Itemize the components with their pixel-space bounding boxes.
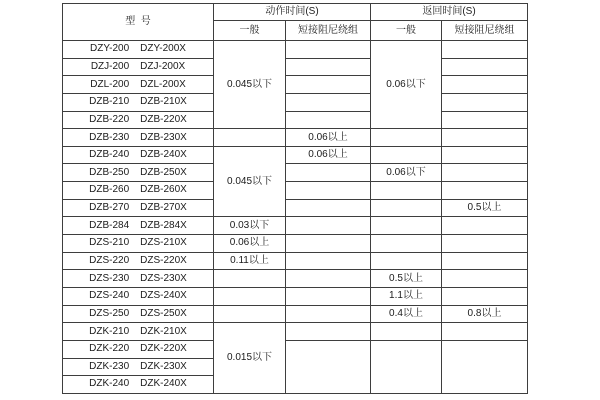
table-row xyxy=(63,76,528,94)
action-damping-cell xyxy=(286,76,371,94)
table-row xyxy=(63,58,528,76)
table-row xyxy=(63,217,528,235)
model-name: DZS-240 xyxy=(89,290,130,302)
model-name: DZS-250 xyxy=(89,307,130,319)
action-damping-cell xyxy=(286,323,371,341)
action-damping-cell xyxy=(286,93,371,111)
action-general-cell: 0.03以下 xyxy=(214,217,286,235)
model-name-x: DZL-200X xyxy=(140,78,186,90)
return-damping-cell: 0.5以上 xyxy=(442,199,528,217)
model-name: DZB-270 xyxy=(89,202,130,214)
return-damping-cell xyxy=(442,252,528,270)
model-pair xyxy=(63,326,213,338)
model-name-x: DZY-200X xyxy=(140,43,186,55)
model-name: DZB-230 xyxy=(89,131,130,143)
model-cell xyxy=(63,358,214,376)
model-pair xyxy=(63,361,213,373)
model-pair xyxy=(63,308,213,320)
header-return-time: 返回时间(S) xyxy=(371,4,528,21)
model-cell xyxy=(63,217,214,235)
model-pair xyxy=(63,184,213,196)
model-pair xyxy=(63,378,213,390)
return-general-cell xyxy=(371,129,442,147)
return-general-cell xyxy=(371,199,442,217)
model-name: DZS-230 xyxy=(89,272,130,284)
table-row xyxy=(63,270,528,288)
return-damping-cell xyxy=(442,340,528,393)
model-name-x: DZK-240X xyxy=(140,378,187,390)
model-name: DZK-230 xyxy=(89,360,130,372)
model-pair xyxy=(63,167,213,179)
table-row xyxy=(63,182,528,200)
table-row xyxy=(63,305,528,323)
action-general-cell: 0.11以上 xyxy=(214,252,286,270)
model-name: DZK-220 xyxy=(89,343,130,355)
model-cell xyxy=(63,111,214,129)
table-row xyxy=(63,287,528,305)
table-row xyxy=(63,235,528,253)
model-name-x: DZS-240X xyxy=(140,290,187,302)
action-damping-cell xyxy=(286,217,371,235)
model-cell xyxy=(63,235,214,253)
action-damping-cell xyxy=(286,111,371,129)
action-general-cell: 0.015以下 xyxy=(214,323,286,394)
model-name-x: DZB-250X xyxy=(140,166,187,178)
header-return-general: 一般 xyxy=(371,21,442,41)
model-cell xyxy=(63,340,214,358)
action-damping-cell xyxy=(286,305,371,323)
model-name-x: DZB-284X xyxy=(140,219,187,231)
model-cell xyxy=(63,76,214,94)
model-name: DZS-220 xyxy=(89,255,130,266)
model-pair xyxy=(63,343,213,355)
model-pair xyxy=(63,202,213,214)
model-name-x: DZS-230X xyxy=(140,272,187,284)
action-general-cell xyxy=(214,305,286,323)
return-damping-cell xyxy=(442,270,528,288)
model-name-x: DZJ-200X xyxy=(140,60,186,72)
model-cell xyxy=(63,146,214,164)
return-damping-cell: 0.8以上 xyxy=(442,305,528,323)
action-general-cell: 0.06以上 xyxy=(214,235,286,253)
return-damping-cell xyxy=(442,111,528,129)
model-cell xyxy=(63,270,214,288)
return-damping-cell xyxy=(442,58,528,76)
return-damping-cell xyxy=(442,146,528,164)
action-damping-cell xyxy=(286,270,371,288)
action-general-cell xyxy=(214,287,286,305)
table-row xyxy=(63,93,528,111)
model-pair xyxy=(63,220,213,232)
model-name-x: DZB-210X xyxy=(140,96,187,108)
action-general-cell xyxy=(214,270,286,288)
action-damping-cell xyxy=(286,182,371,200)
model-cell xyxy=(63,41,214,59)
return-general-cell: 0.06以下 xyxy=(371,164,442,182)
return-damping-cell xyxy=(442,323,528,341)
model-name: DZK-240 xyxy=(89,378,130,390)
model-name-x: DZK-210X xyxy=(140,325,187,337)
model-pair xyxy=(63,237,213,249)
model-name: DZB-220 xyxy=(89,113,130,125)
action-damping-cell xyxy=(286,41,371,59)
model-cell xyxy=(63,182,214,200)
action-general-cell xyxy=(214,129,286,147)
action-damping-cell xyxy=(286,164,371,182)
model-cell xyxy=(63,58,214,76)
model-pair xyxy=(63,132,213,144)
relay-spec-table xyxy=(62,3,528,394)
model-name: DZJ-200 xyxy=(90,60,130,72)
header-row-groups xyxy=(63,4,528,21)
action-general-cell: 0.045以下 xyxy=(214,41,286,129)
return-general-cell: 1.1以上 xyxy=(371,287,442,305)
model-name-x: DZS-220X xyxy=(140,255,187,266)
model-pair xyxy=(63,79,213,91)
action-damping-cell xyxy=(286,235,371,253)
model-cell xyxy=(63,376,214,394)
model-cell xyxy=(63,252,214,270)
header-return-damping: 短接阻尼绕组 xyxy=(442,21,528,41)
model-cell xyxy=(63,199,214,217)
table-header xyxy=(63,4,528,41)
return-general-cell xyxy=(371,146,442,164)
header-action-time: 动作时间(S) xyxy=(214,4,371,21)
model-pair xyxy=(63,255,213,267)
table-row xyxy=(63,252,528,270)
model-name: DZK-210 xyxy=(89,325,130,337)
table-row xyxy=(63,164,528,182)
return-general-cell: 0.06以下 xyxy=(371,41,442,129)
header-model: 型 号 xyxy=(63,4,214,41)
model-name-x: DZB-270X xyxy=(140,202,187,214)
model-name-x: DZB-230X xyxy=(140,131,187,143)
action-damping-cell: 0.06以上 xyxy=(286,146,371,164)
return-damping-cell xyxy=(442,76,528,94)
return-damping-cell xyxy=(442,182,528,200)
return-damping-cell xyxy=(442,164,528,182)
model-name-x: DZB-260X xyxy=(140,184,187,196)
model-name-x: DZB-220X xyxy=(140,113,187,125)
model-name-x: DZK-230X xyxy=(140,360,187,372)
table-body xyxy=(63,41,528,394)
action-damping-cell xyxy=(286,287,371,305)
model-name: DZS-210 xyxy=(89,237,130,249)
return-damping-cell xyxy=(442,287,528,305)
header-action-damping: 短接阻尼绕组 xyxy=(286,21,371,41)
model-name: DZB-250 xyxy=(89,166,130,178)
model-cell xyxy=(63,305,214,323)
model-name-x: DZB-240X xyxy=(140,149,187,161)
model-pair xyxy=(63,273,213,285)
return-damping-cell xyxy=(442,235,528,253)
table-row xyxy=(63,340,528,358)
return-general-cell: 0.4以上 xyxy=(371,305,442,323)
table-row xyxy=(63,323,528,341)
model-pair xyxy=(63,149,213,161)
action-damping-cell xyxy=(286,252,371,270)
action-general-cell: 0.045以下 xyxy=(214,146,286,217)
return-general-cell xyxy=(371,217,442,235)
model-name: DZB-210 xyxy=(89,96,130,108)
model-name: DZL-200 xyxy=(90,78,130,90)
model-cell xyxy=(63,129,214,147)
return-damping-cell xyxy=(442,41,528,59)
table-row xyxy=(63,41,528,59)
model-name: DZB-240 xyxy=(89,149,130,161)
model-name: DZB-284 xyxy=(89,219,130,231)
action-damping-cell xyxy=(286,58,371,76)
header-action-general: 一般 xyxy=(214,21,286,41)
model-name-x: DZS-250X xyxy=(140,307,187,319)
model-name-x: DZS-210X xyxy=(140,237,187,249)
return-general-cell xyxy=(371,182,442,200)
return-damping-cell xyxy=(442,93,528,111)
return-damping-cell xyxy=(442,217,528,235)
table-row xyxy=(63,146,528,164)
model-pair xyxy=(63,43,213,55)
model-cell xyxy=(63,287,214,305)
return-general-cell xyxy=(371,323,442,341)
model-name: DZY-200 xyxy=(90,43,130,55)
action-damping-cell xyxy=(286,199,371,217)
model-cell xyxy=(63,164,214,182)
table-row xyxy=(63,199,528,217)
return-damping-cell xyxy=(442,129,528,147)
return-general-cell xyxy=(371,340,442,393)
model-name-x: DZK-220X xyxy=(140,343,187,355)
table-row xyxy=(63,129,528,147)
return-general-cell: 0.5以上 xyxy=(371,270,442,288)
table-row xyxy=(63,111,528,129)
model-pair xyxy=(63,96,213,108)
return-general-cell xyxy=(371,252,442,270)
model-cell xyxy=(63,323,214,341)
action-damping-cell: 0.06以上 xyxy=(286,129,371,147)
model-pair xyxy=(63,114,213,126)
model-pair xyxy=(63,290,213,302)
return-general-cell xyxy=(371,235,442,253)
model-name: DZB-260 xyxy=(89,184,130,196)
action-damping-cell xyxy=(286,340,371,393)
model-pair xyxy=(63,61,213,73)
model-cell xyxy=(63,93,214,111)
